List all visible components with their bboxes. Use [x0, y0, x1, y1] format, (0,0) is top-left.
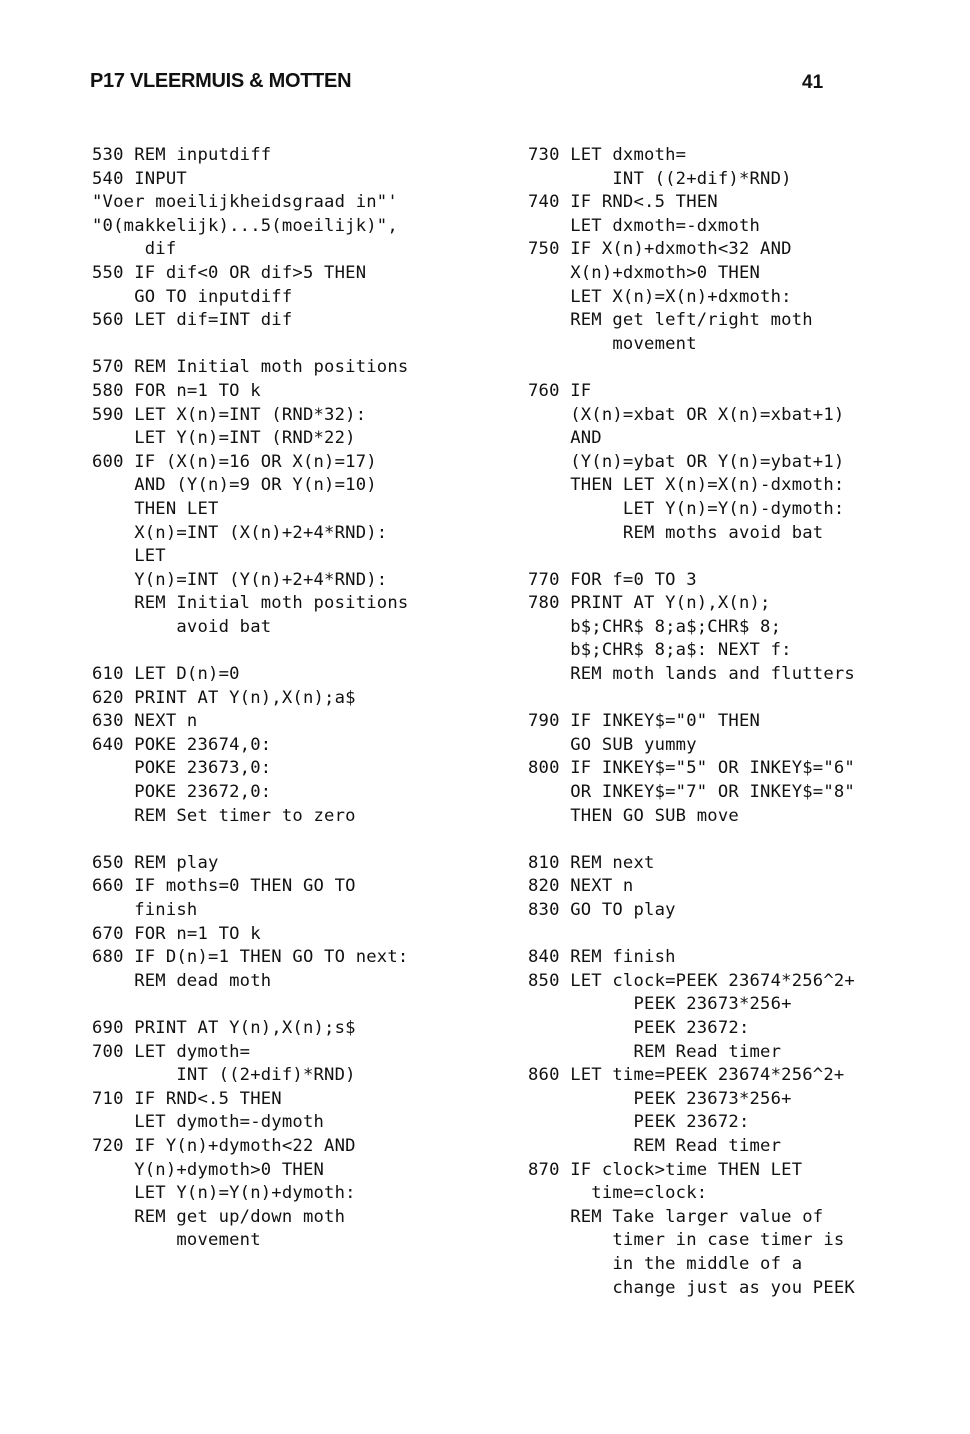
- code-line: 530 REM inputdiff: [92, 145, 272, 165]
- page-header-title: P17 VLEERMUIS & MOTTEN: [90, 70, 352, 92]
- code-line: "0(makkelijk)...5(moeilijk)",: [92, 215, 398, 236]
- code-line: POKE 23672,0:: [92, 782, 272, 803]
- code-line: (X(n)=xbat OR X(n)=xbat+1): [528, 404, 845, 425]
- code-line: AND (Y(n)=9 OR Y(n)=10): [92, 475, 377, 496]
- code-line: timer in case timer is: [528, 1230, 845, 1251]
- code-line: 550 IF dif<0 OR dif>5 THEN: [92, 262, 367, 283]
- code-line: REM moth lands and flutters: [528, 664, 855, 685]
- code-line: 600 IF (X(n)=16 OR X(n)=17): [92, 451, 377, 472]
- code-line: [92, 639, 408, 663]
- code-line: 870 IF clock>time THEN LET: [528, 1159, 803, 1180]
- code-line: 840 REM finish: [528, 947, 676, 968]
- code-line: change just as you PEEK: [528, 1277, 855, 1298]
- code-line: movement: [528, 333, 697, 354]
- code-line: 800 IF INKEY$="5" OR INKEY$="6": [528, 758, 855, 779]
- code-line: REM Set timer to zero: [92, 805, 356, 826]
- code-line: 760 IF: [528, 380, 592, 401]
- code-line: 770 FOR f=0 TO 3: [528, 569, 697, 590]
- code-line: [92, 993, 408, 1017]
- code-line: GO SUB yummy: [528, 734, 697, 755]
- code-line: REM Read timer: [528, 1135, 782, 1156]
- code-line: time=clock:: [528, 1183, 708, 1204]
- code-line: OR INKEY$="7" OR INKEY$="8": [528, 782, 855, 803]
- code-line: 630 NEXT n: [92, 711, 198, 732]
- code-line: 610 LET D(n)=0: [92, 664, 240, 685]
- code-line: 740 IF RND<.5 THEN: [528, 192, 718, 213]
- code-line: [528, 356, 855, 380]
- code-listing-right-column: [528, 144, 855, 1300]
- code-line: 680 IF D(n)=1 THEN GO TO next:: [92, 947, 409, 968]
- code-line: 730 LET dxmoth=: [528, 145, 687, 165]
- page-number: 41: [802, 72, 824, 93]
- code-line: REM get left/right moth: [528, 310, 813, 331]
- code-line: LET Y(n)=Y(n)-dymoth:: [528, 498, 845, 519]
- code-line: b$;CHR$ 8;a$: NEXT f:: [528, 640, 792, 661]
- code-line: 710 IF RND<.5 THEN: [92, 1088, 282, 1109]
- code-line: Y(n)+dymoth>0 THEN: [92, 1159, 325, 1180]
- code-line: 670 FOR n=1 TO k: [92, 923, 261, 944]
- code-line: avoid bat: [92, 616, 272, 637]
- code-line: PEEK 23673*256+: [528, 994, 792, 1015]
- code-line: 690 PRINT AT Y(n),X(n);s$: [92, 1017, 356, 1038]
- code-line: PEEK 23672:: [528, 1017, 750, 1038]
- code-line: 700 LET dymoth=: [92, 1041, 251, 1062]
- code-line: POKE 23673,0:: [92, 758, 272, 779]
- code-line: movement: [92, 1230, 261, 1251]
- code-line: 750 IF X(n)+dxmoth<32 AND: [528, 239, 792, 260]
- code-line: THEN LET X(n)=X(n)-dxmoth:: [528, 475, 845, 496]
- code-line: PEEK 23673*256+: [528, 1088, 792, 1109]
- code-line: 820 NEXT n: [528, 876, 634, 897]
- code-line: 560 LET dif=INT dif: [92, 310, 293, 331]
- code-line: 570 REM Initial moth positions: [92, 357, 409, 378]
- code-line: 590 LET X(n)=INT (RND*32):: [92, 404, 367, 425]
- code-line: THEN GO SUB move: [528, 805, 739, 826]
- code-line: LET X(n)=X(n)+dxmoth:: [528, 286, 792, 307]
- code-line: 620 PRINT AT Y(n),X(n);a$: [92, 687, 356, 708]
- code-line: REM Read timer: [528, 1041, 782, 1062]
- code-line: X(n)=INT (X(n)+2+4*RND):: [92, 522, 388, 543]
- code-line: LET: [92, 546, 166, 567]
- code-line: GO TO inputdiff: [92, 286, 293, 307]
- code-line: 540 INPUT: [92, 168, 187, 189]
- code-line: 810 REM next: [528, 852, 655, 873]
- code-line: REM get up/down moth: [92, 1206, 346, 1227]
- code-line: REM dead moth: [92, 970, 272, 991]
- code-line: PEEK 23672:: [528, 1112, 750, 1133]
- code-line: [528, 687, 855, 711]
- code-line: Y(n)=INT (Y(n)+2+4*RND):: [92, 569, 388, 590]
- code-line: REM Initial moth positions: [92, 593, 409, 614]
- code-line: 660 IF moths=0 THEN GO TO: [92, 876, 356, 897]
- code-line: 850 LET clock=PEEK 23674*256^2+: [528, 970, 855, 991]
- code-line: LET dxmoth=-dxmoth: [528, 215, 761, 236]
- code-line: THEN LET: [92, 498, 219, 519]
- code-line: REM moths avoid bat: [528, 522, 824, 543]
- code-line: 860 LET time=PEEK 23674*256^2+: [528, 1065, 845, 1086]
- code-line: 720 IF Y(n)+dymoth<22 AND: [92, 1135, 356, 1156]
- code-line: INT ((2+dif)*RND): [528, 168, 792, 189]
- code-line: X(n)+dxmoth>0 THEN: [528, 262, 761, 283]
- code-line: 830 GO TO play: [528, 900, 676, 920]
- code-line: AND: [528, 428, 602, 449]
- code-line: 580 FOR n=1 TO k: [92, 380, 261, 401]
- code-line: REM Take larger value of: [528, 1206, 824, 1227]
- code-line: dif: [92, 239, 177, 260]
- code-line: [528, 828, 855, 852]
- code-line: b$;CHR$ 8;a$;CHR$ 8;: [528, 616, 782, 637]
- code-listing-left-column: [92, 144, 408, 1253]
- code-line: [92, 828, 408, 852]
- code-line: 650 REM play: [92, 852, 219, 873]
- code-line: [528, 923, 855, 947]
- code-line: LET Y(n)=Y(n)+dymoth:: [92, 1183, 356, 1204]
- code-line: finish: [92, 900, 198, 920]
- code-line: in the middle of a: [528, 1253, 803, 1274]
- code-line: 780 PRINT AT Y(n),X(n);: [528, 593, 771, 614]
- code-line: "Voer moeilijkheidsgraad in"': [92, 192, 398, 213]
- code-line: INT ((2+dif)*RND): [92, 1065, 356, 1086]
- code-line: LET Y(n)=INT (RND*22): [92, 428, 356, 449]
- code-line: [528, 545, 855, 569]
- code-line: 640 POKE 23674,0:: [92, 734, 272, 755]
- code-line: 790 IF INKEY$="0" THEN: [528, 711, 761, 732]
- code-line: LET dymoth=-dymoth: [92, 1112, 325, 1133]
- code-line: (Y(n)=ybat OR Y(n)=ybat+1): [528, 451, 845, 472]
- code-line: [92, 333, 408, 357]
